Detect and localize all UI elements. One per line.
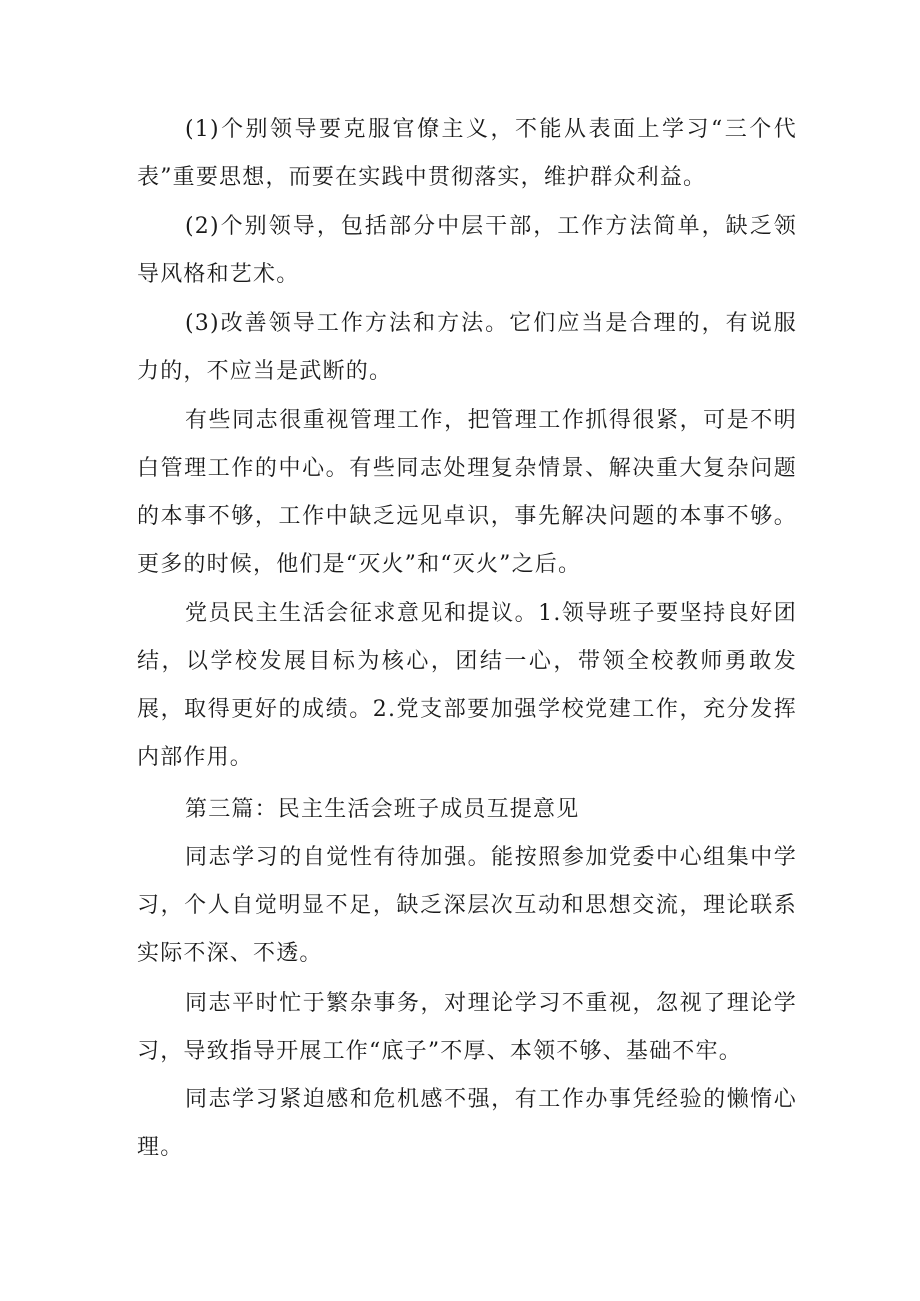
paragraph-theory-study: 同志平时忙于繁杂事务，对理论学习不重视，忽视了理论学习，导致指导开展工作“底子”不厚、本领不够、基础不牢。 <box>137 991 797 1064</box>
paragraph-suggestions: 党员民主生活会征求意见和提议。1.领导班子要坚持良好团结，以学校发展目标为核心，团结一心，带领全校教师勇敢发展，取得更好的成绩。2.党支部要加强学校党建工作，充分发挥内部作用。 <box>137 601 797 770</box>
paragraph-item-1: (1)个别领导要克服官僚主义，不能从表面上学习“三个代表”重要思想，而要在实践中贯彻落实，维护群众利益。 <box>137 117 797 190</box>
paragraph-item-2: (2)个别领导，包括部分中层干部，工作方法简单，缺乏领导风格和艺术。 <box>137 214 797 287</box>
section-heading: 第三篇：民主生活会班子成员互提意见 <box>185 797 580 822</box>
paragraph-learning-awareness: 同志学习的自觉性有待加强。能按照参加党委中心组集中学习，个人自觉明显不足，缺乏深层次互动和思想交流，理论联系实际不深、不透。 <box>137 845 797 966</box>
paragraph-management-center: 有些同志很重视管理工作，把管理工作抓得很紧，可是不明白管理工作的中心。有些同志处理复杂情景、解决重大复杂问题的本事不够，工作中缺乏远见卓识，事先解决问题的本事不够。更多的时候，他们是“灭火”和“灭火”之后。 <box>137 408 797 577</box>
paragraph-item-3: (3)改善领导工作方法和方法。它们应当是合理的，有说服力的，不应当是武断的。 <box>137 311 797 384</box>
paragraph-urgency: 同志学习紧迫感和危机感不强，有工作办事凭经验的懒惰心理。 <box>137 1087 797 1160</box>
